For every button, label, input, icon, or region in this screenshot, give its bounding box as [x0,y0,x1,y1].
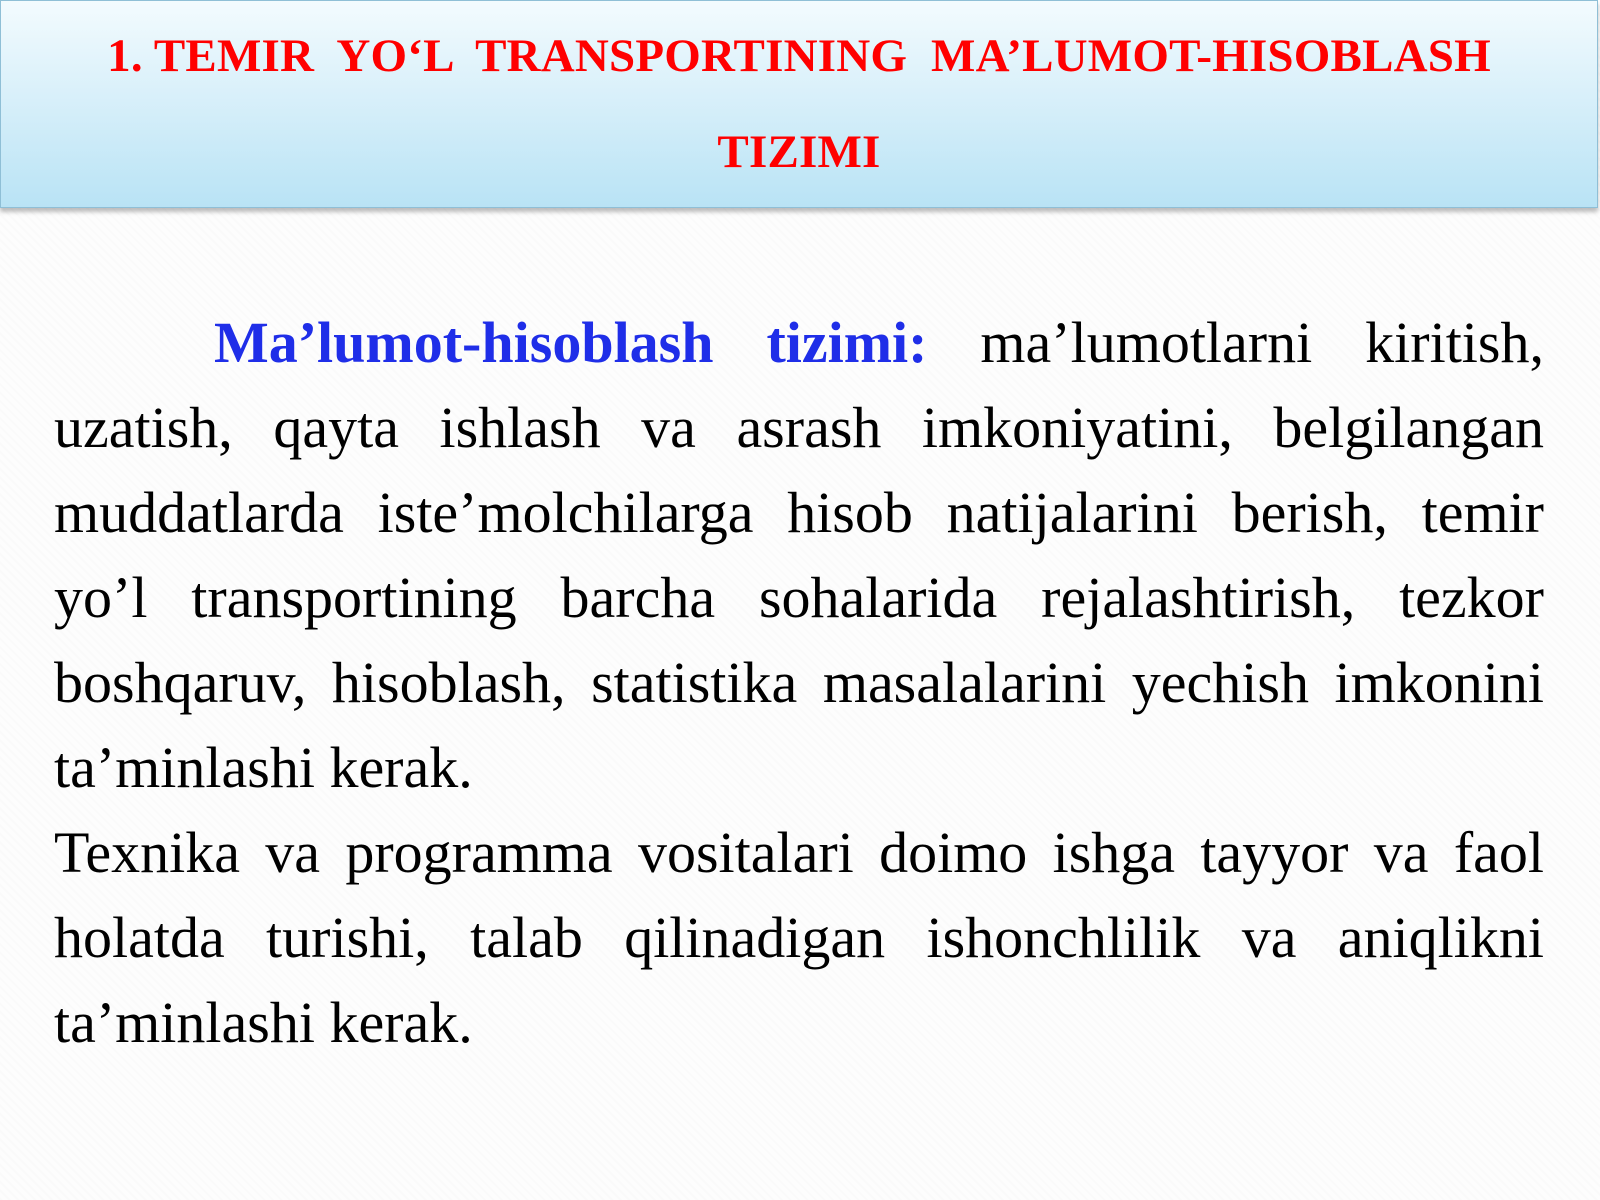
title-banner [0,0,1598,208]
title-line-2: TIZIMI [717,126,881,178]
slide-body [54,300,1544,1065]
definition-text: ma’lumotlarni kiritish, uzatish, qayta ishlash va asrash imkoniyatini, belgilangan muddatlarda iste’molchilarga hisob natijalarini berish, temir yo’l transportining barcha sohalarida rejalashtirish, tezkor boshqaruv, hisoblash, statistika masalalarini yechish imkonini ta’minlashi kerak. [54,310,1544,800]
requirements-paragraph: Texnika va programma vositalari doimo ishga tayyor va faol holatda turishi, talab qilinadigan ishonchlilik va aniqlikni ta’minlashi kerak. [54,820,1544,1055]
title-line-1: 1. TEMIR YO‘L TRANSPORTINING MA’LUMOT-HISOBLASH [107,30,1491,82]
defined-term: Ma’lumot-hisoblash tizimi: [214,310,928,375]
definition-paragraph [54,300,1544,810]
